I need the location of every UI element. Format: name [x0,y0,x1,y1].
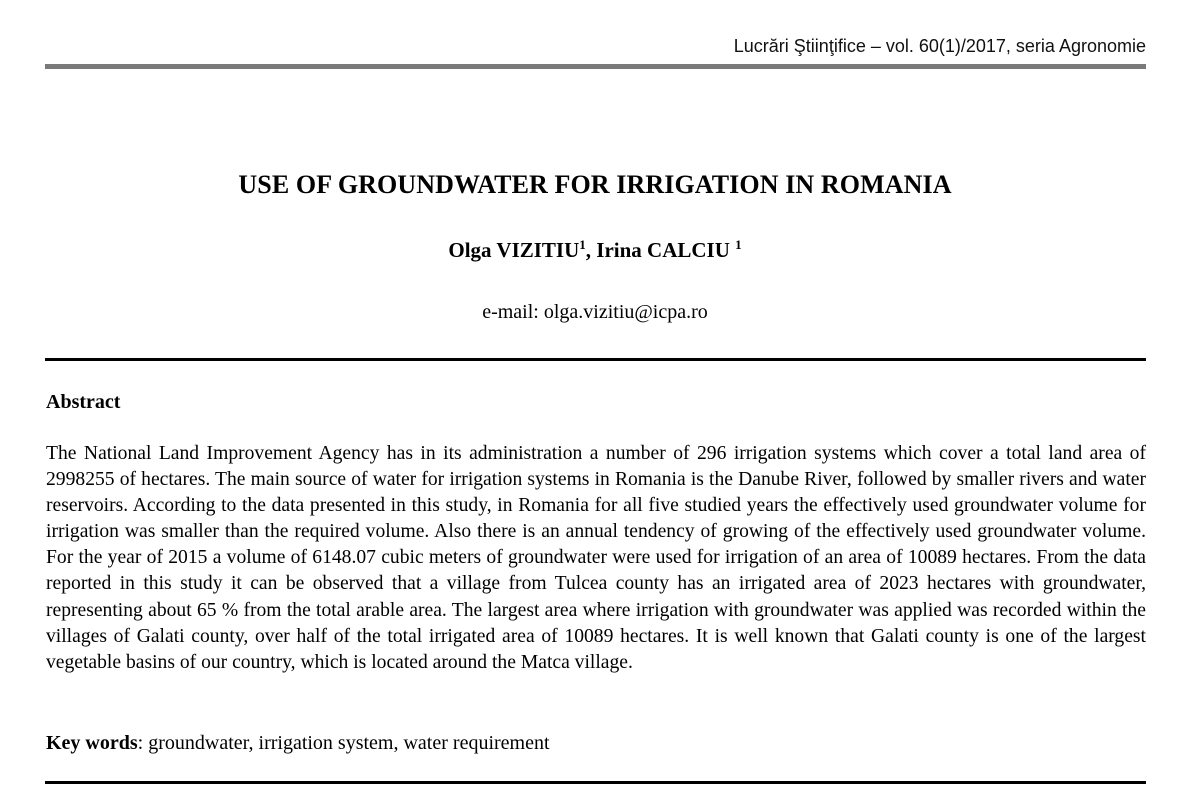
abstract-heading: Abstract [46,391,121,413]
keywords-line [46,732,550,755]
abstract-bottom-divider [45,781,1146,784]
author-affiliation: 1 [579,237,586,252]
paper-title: USE OF GROUNDWATER FOR IRRIGATION IN ROMANIA [238,170,952,199]
abstract-body: The National Land Improvement Agency has in its administration a number of 296 irrigation systems which cover a total land area of 2998255 of hectares. The main source of water for irrigation systems in Romania is the Danube River, followed by smaller rivers and water reservoirs. According to the data presented in this study, in Romania for all five studied years the effectively used groundwater volume for irrigation was smaller than the required volume. Also there is an annual tendency of growing of the effectively used groundwater volume. For the year of 2015 a volume of 6148.07 cubic meters of groundwater were used for irrigation of an area of 10089 hectares. From the data reported in this study it can be observed that a village from Tulcea county has an irrigated area of 2023 hectares with groundwater, representing about 65 % from the total arable area. The largest area where irrigation with groundwater was applied was recorded within the villages of Galati county, over half of the total irrigated area of 10089 hectares. It is well known that Galati county is one of the largest vegetable basins of our country, which is located around the Matca village. [46,443,1146,673]
author-list [0,238,1190,263]
keywords-text: groundwater, irrigation system, water requirement [148,732,550,754]
contact-email-line [0,301,1190,324]
header-divider [45,64,1146,69]
abstract-top-divider [45,358,1146,361]
author-name: Irina CALCIU [596,238,736,262]
email-address: olga.vizitiu@icpa.ro [543,301,708,323]
author-name: Olga VIZITIU [448,238,580,262]
author-separator: , [585,238,597,262]
keywords-separator: : [137,732,149,754]
author-affiliation: 1 [735,237,742,252]
keywords-label: Key words [46,732,138,754]
email-label: e-mail: [482,301,539,323]
journal-running-header: Lucrări Ştiinţifice – vol. 60(1)/2017, seria Agronomie [733,36,1146,56]
